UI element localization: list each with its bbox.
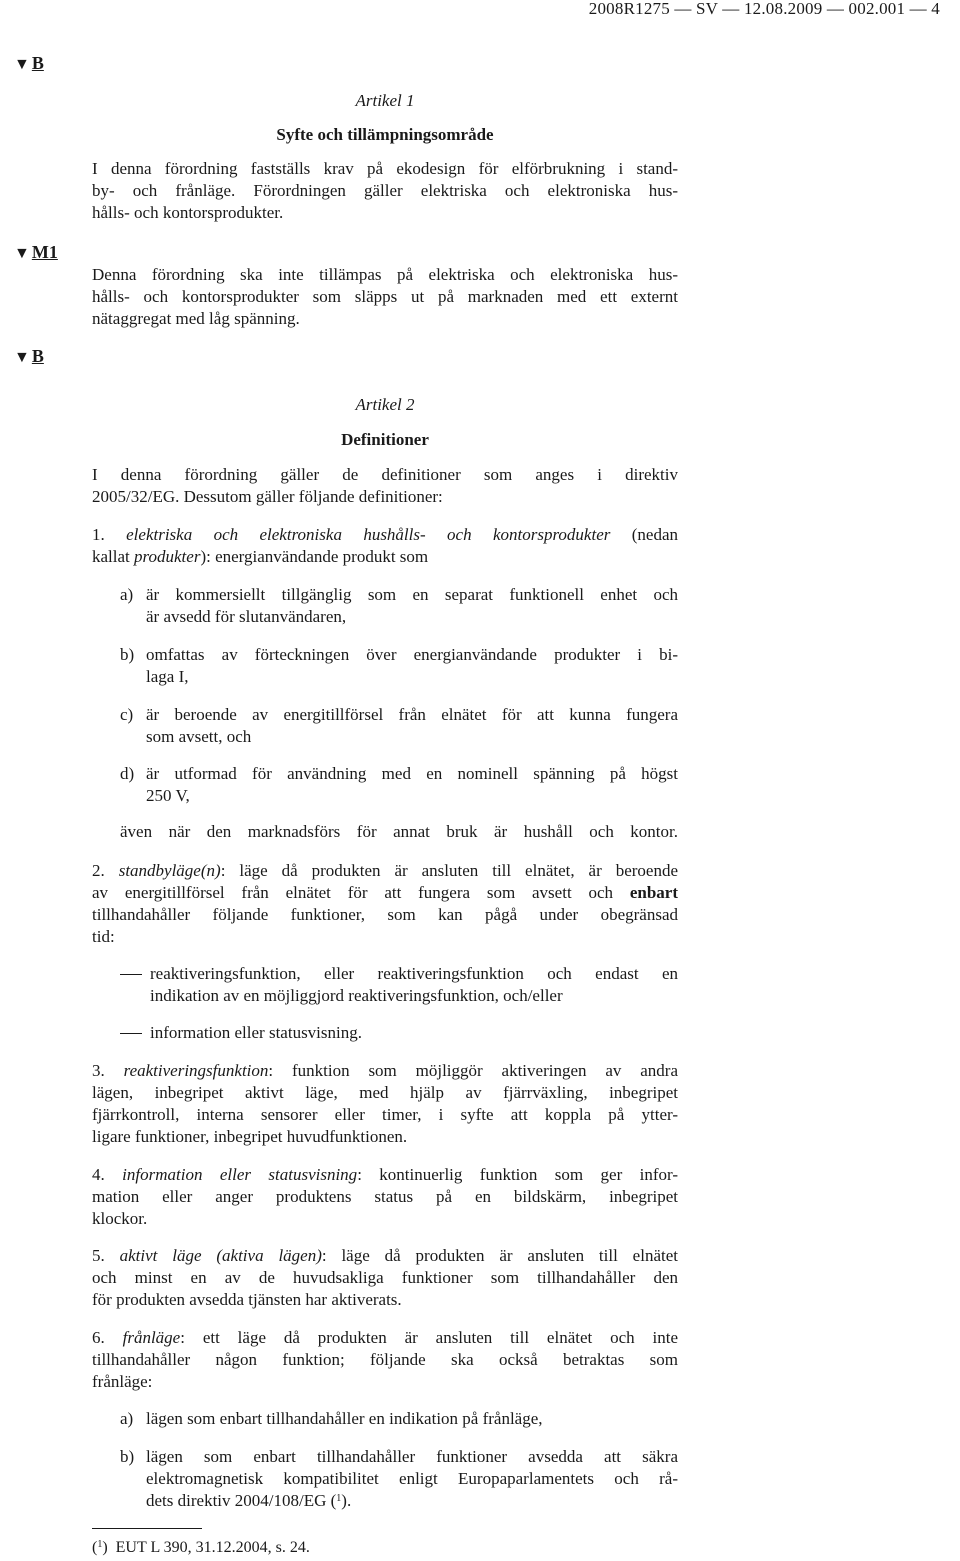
article-2-number: Artikel 2 [355, 395, 415, 414]
amendment-code[interactable]: B [31, 53, 44, 73]
defined-term: produkter [134, 547, 201, 566]
defined-term: elektriska och elektroniska hushålls- och kontorsprodukter [126, 525, 611, 544]
dash-bullet [120, 974, 142, 975]
page-header: 2008R1275 — SV — 12.08.2009 — 002.001 — 4 [588, 0, 940, 18]
amendment-code[interactable]: M1 [31, 242, 58, 262]
article-2-title: Definitioner [341, 430, 429, 449]
amendment-marker-m1: ▼ M1 [14, 242, 58, 262]
definition-3: 3. reaktiveringsfunktion: funktion som möjliggör aktiveringen av andra lägen, inbegripet aktivt läge, med hjälp av fjärrväxling, inbegripet fjärrkontroll, interna sensorer eller timer, i syfte att koppla på ytter- ligare funktioner, inbegripet huvudfunktionen. [92, 1061, 678, 1146]
article-1-paragraph-1: I denna förordning fastställs krav på ekodesign för elförbrukning i stand- by- och frånläge. Förordningen gäller elektriska och elektroniska hus- hålls- och kontorsprodukter. [92, 159, 678, 222]
amendment-code[interactable]: B [31, 346, 44, 366]
footnote: ($^1$) EUT L 390, 31.12.2004, s. 24. [92, 1539, 310, 1556]
footnote-reference[interactable]: 1 [336, 1493, 342, 1504]
article-1-number: Artikel 1 [355, 91, 415, 110]
defined-term: standbyläge(n) [118, 861, 221, 880]
definition-1: 1. elektriska och elektroniska hushålls- och kontorsprodukter (nedan kallat produkter): energianvändande produkt som [92, 525, 678, 566]
amendment-marker-b: ▼ B [14, 53, 44, 73]
defined-term: frånläge [122, 1328, 181, 1347]
defined-term: information eller statusvisning [122, 1165, 358, 1184]
footnote-separator [92, 1528, 202, 1529]
definition-2: 2. standbyläge(n): läge då produkten är ansluten till elnätet, är beroende av energitillförsel från elnätet för att fungera som avsett och enbart tillhandahåller följande funktioner, som kan pågå under obegränsad tid: [92, 861, 679, 946]
definition-6: 6. frånläge: ett läge då produkten är ansluten till elnätet och inte tillhandahåller någon funktion; följande ska också betraktas som frånläge: [92, 1328, 678, 1391]
dash-bullet [120, 1033, 142, 1034]
definition-5: 5. aktivt läge (aktiva lägen): läge då produkten är ansluten till elnätet och minst en av de huvudsakliga funktioner som tillhandahåller den för produkten avsedda tjänsten har aktiverats. [92, 1246, 678, 1309]
definition-1-closing: även när den marknadsförs för annat bruk är hushåll och kontor. [120, 822, 678, 841]
defined-term: aktivt läge (aktiva lägen) [119, 1246, 322, 1265]
footnote-number: 1 [97, 1539, 103, 1550]
article-1-paragraph-2: Denna förordning ska inte tillämpas på elektriska och elektroniska hus- hålls- och kontorsprodukter som släpps ut på marknaden med ett externt nätaggregat med låg spänning. [92, 265, 678, 328]
defined-term: reaktiveringsfunktion [123, 1061, 269, 1080]
article-2-intro: I denna förordning gäller de definitioner som anges i direktiv 2005/32/EG. Dessutom gäller följande definitioner: [92, 465, 678, 506]
amendment-marker-b: ▼ B [14, 346, 44, 366]
article-1-title: Syfte och tillämpningsområde [276, 125, 494, 144]
definition-4: 4. information eller statusvisning: kontinuerlig funktion som ger infor- mation eller anger produktens status på en bildskärm, inbegripet klockor. [92, 1165, 679, 1228]
